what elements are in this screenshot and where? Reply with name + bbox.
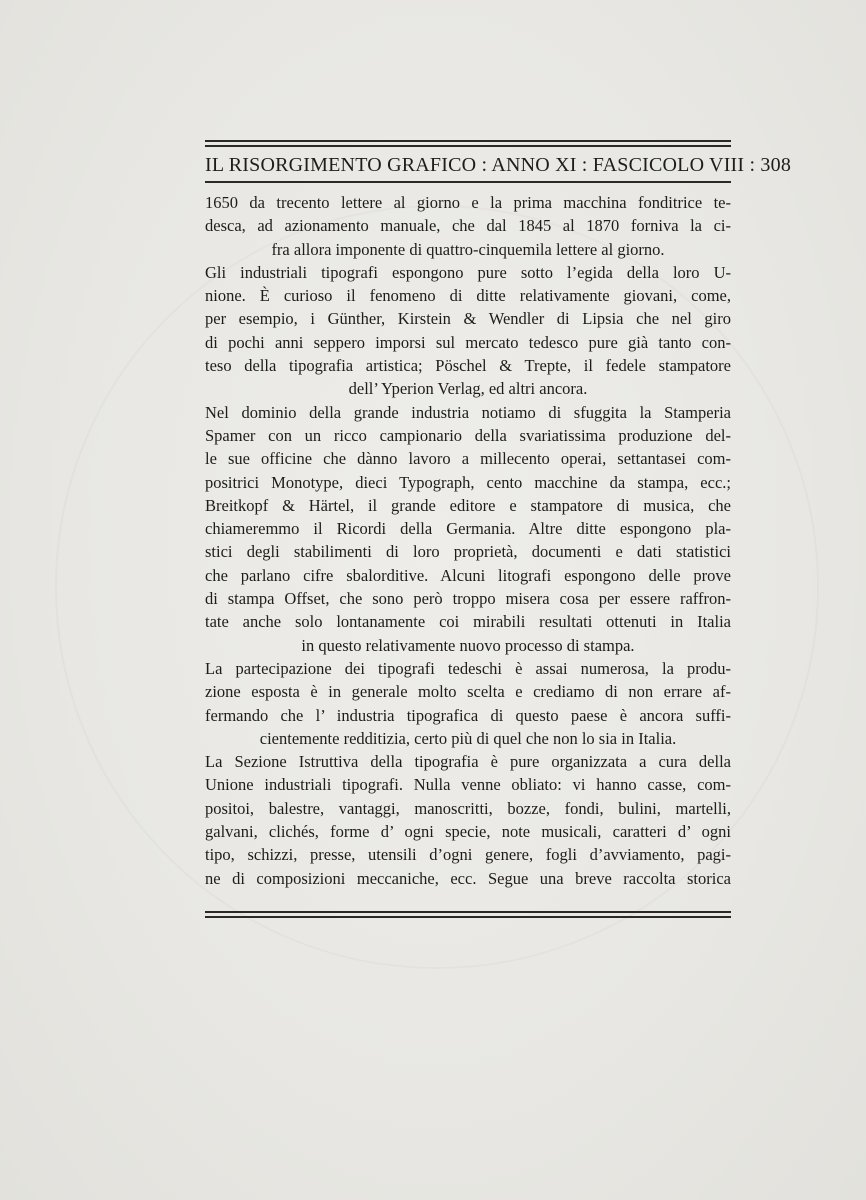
text-line: La Sezione Istruttiva della tipografia è pure organizzata a cura della — [205, 752, 731, 772]
text-line: stici degli stabilimenti di loro proprietà, documenti e dati statistici — [205, 542, 731, 562]
text-line: tate anche solo lontanamente coi mirabili resultati ottenuti in Italia — [205, 612, 731, 632]
text-line: zione esposta è in generale molto scelta e crediamo di non errare af- — [205, 682, 731, 702]
text-line: teso della tipografia artistica; Pöschel & Trepte, il fedele stampatore — [205, 356, 731, 376]
text-line: di stampa Offset, che sono però troppo misera cosa per essere raffron- — [205, 589, 731, 609]
text-line: Nel dominio della grande industria notiamo di sfuggita la Stamperia — [205, 402, 731, 422]
text-line: Unione industriali tipografi. Nulla venne obliato: vi hanno casse, com- — [205, 775, 731, 795]
text-line: Spamer con un ricco campionario della svariatissima produzione del- — [205, 425, 731, 445]
running-header: IL RISORGIMENTO GRAFICO : ANNO XI : FASCICOLO VIII : 308 — [205, 154, 792, 176]
top-double-rule — [205, 140, 731, 150]
text-line: fermando che l’ industria tipografica di questo paese è ancora suffi- — [205, 705, 731, 725]
text-line: positrici Monotype, dieci Typograph, cento macchine da stampa, ecc.; — [205, 472, 731, 492]
header-rule — [205, 181, 731, 183]
bottom-double-rule — [205, 911, 731, 921]
text-line: in questo relativamente nuovo processo di stampa. — [301, 635, 635, 655]
text-line: fra allora imponente di quattro-cinquemila lettere al giorno. — [271, 239, 665, 259]
text-line: di pochi anni seppero imporsi sul mercato tedesco pure già tanto con- — [205, 332, 731, 352]
text-line: dell’ Yperion Verlag, ed altri ancora. — [348, 379, 588, 399]
text-line: tipo, schizzi, presse, utensili d’ogni genere, fogli d’avviamento, pagi- — [205, 845, 731, 865]
text-line: le sue officine che dànno lavoro a millecento operai, settantasei com- — [205, 449, 731, 469]
text-line: per esempio, i Günther, Kirstein & Wendler di Lipsia che nel giro — [205, 309, 731, 329]
text-line: galvani, clichés, forme d’ ogni specie, note musicali, caratteri d’ ogni — [205, 822, 731, 842]
text-line: 1650 da trecento lettere al giorno e la prima macchina fonditrice te- — [205, 193, 731, 212]
text-line: nione. È curioso il fenomeno di ditte relativamente giovani, come, — [205, 286, 731, 306]
text-line: che parlano cifre sbalorditive. Alcuni litografi espongono delle prove — [205, 565, 731, 585]
text-line: chiameremmo il Ricordi della Germania. Altre ditte espongono pla- — [205, 519, 731, 539]
text-line: ne di composizioni meccaniche, ecc. Segue una breve raccolta storica — [205, 868, 731, 888]
text-line: cientemente redditizia, certo più di quel che non lo sia in Italia. — [259, 728, 677, 748]
text-line: Breitkopf & Härtel, il grande editore e stampatore di musica, che — [205, 495, 731, 515]
body-text — [205, 191, 731, 890]
text-line: La partecipazione dei tipografi tedeschi è assai numerosa, la produ- — [205, 658, 731, 678]
text-line: desca, ad azionamento manuale, che dal 1845 al 1870 forniva la ci- — [205, 216, 731, 236]
text-line: Gli industriali tipografi espongono pure sotto l’egida della loro U- — [205, 262, 731, 282]
text-line: positoi, balestre, vantaggi, manoscritti, bozze, fondi, bulini, martelli, — [205, 798, 731, 818]
